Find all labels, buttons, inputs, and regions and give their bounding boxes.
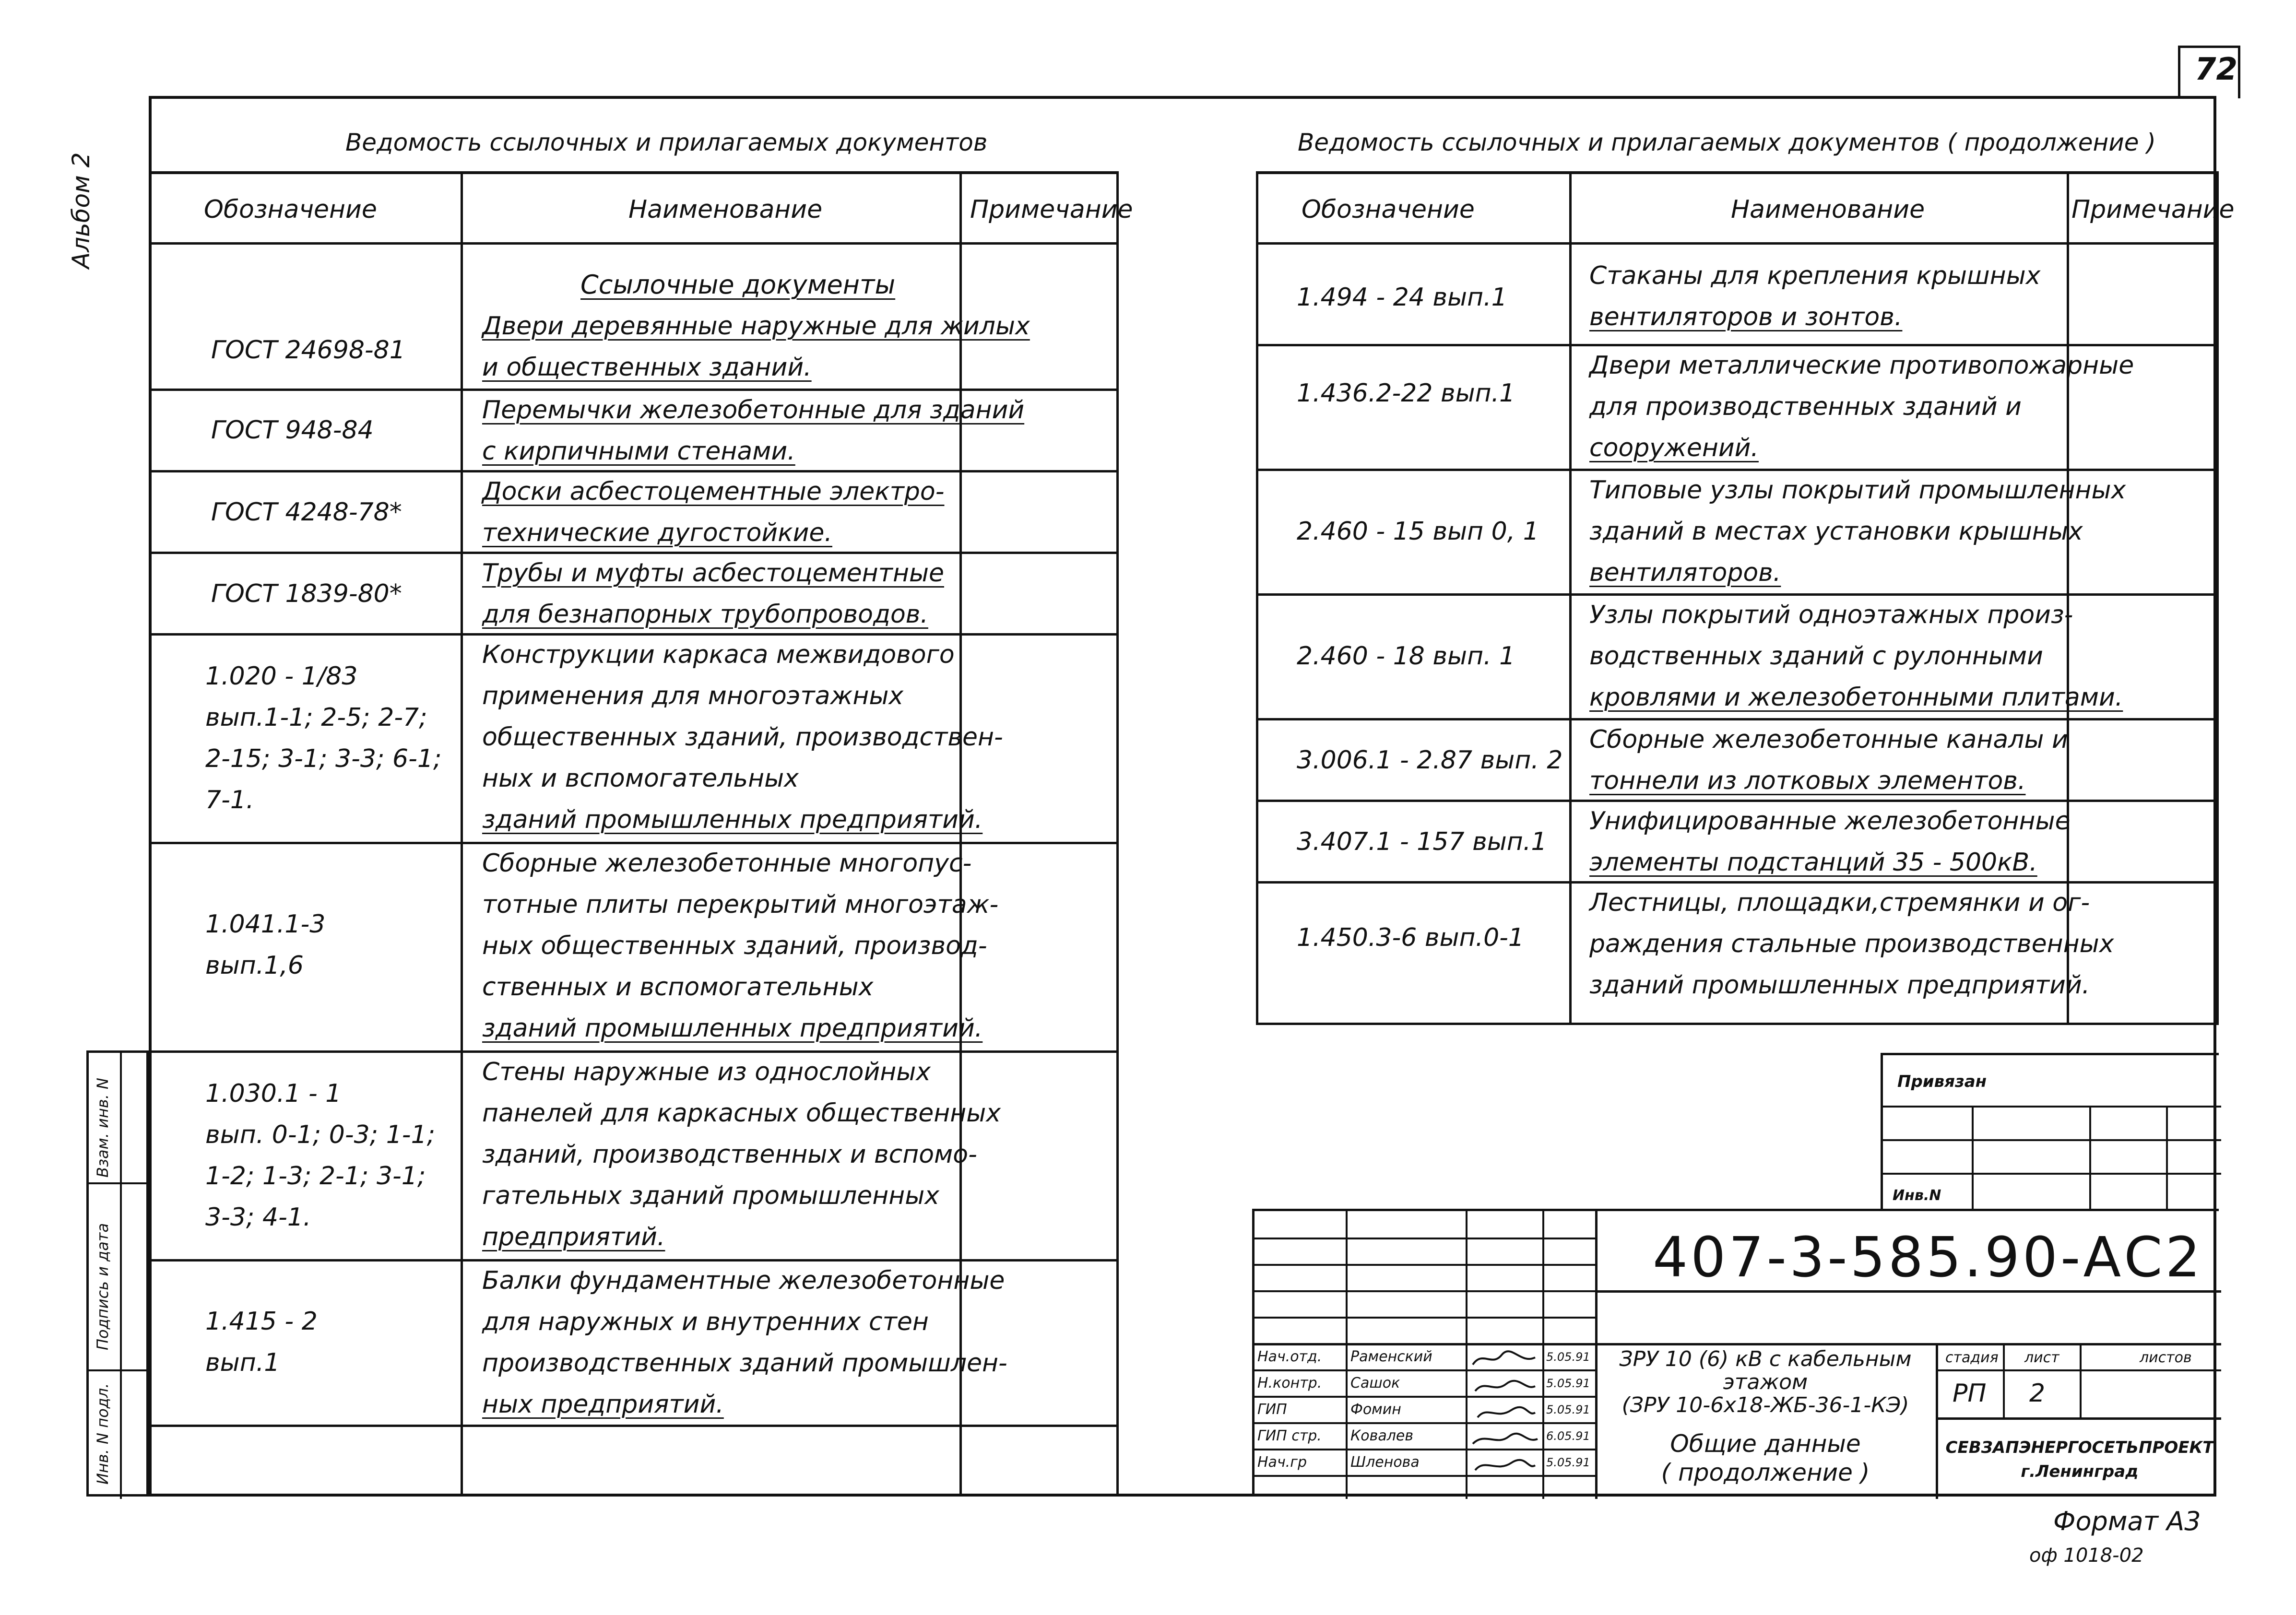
right-row-code: 1.450.3-6 вып.0-1 — [1297, 923, 1525, 952]
sign-date: 6.05.91 — [1546, 1429, 1590, 1443]
sheet-header: лист — [2024, 1349, 2059, 1366]
attach-block — [1881, 1053, 2219, 1209]
right-row-code: 1.494 - 24 вып.1 — [1297, 283, 1507, 312]
right-table — [1256, 171, 2235, 1025]
role-label: ГИП — [1257, 1401, 1287, 1418]
left-section-title: Ссылочные документы — [580, 270, 896, 300]
left-row-code: ГОСТ 948-84 — [211, 416, 374, 445]
right-row-code: 2.460 - 15 вып 0, 1 — [1297, 517, 1539, 546]
right-row-name: Стаканы для крепления крышных вентиляторов и зонтов. — [1589, 261, 2041, 331]
person-name: Ковалев — [1350, 1427, 1414, 1444]
right-header-code: Обозначение — [1302, 195, 1475, 224]
left-row-name: Трубы и муфты асбестоцементные для безнапорных трубопроводов. — [482, 559, 945, 629]
person-name: Фомин — [1350, 1401, 1401, 1418]
sign-date: 5.05.91 — [1546, 1377, 1590, 1390]
project-title: ЗРУ 10 (6) кВ с кабельным этажом (ЗРУ 10-6х18-ЖБ-36-1-КЭ) — [1619, 1347, 1912, 1417]
left-row-name: Доски асбестоцементные электро- технические дугостойкие. — [482, 477, 945, 547]
role-label: ГИП стр. — [1257, 1427, 1322, 1444]
right-row-code: 3.407.1 - 157 вып.1 — [1297, 827, 1547, 856]
sign-date: 5.05.91 — [1546, 1350, 1590, 1364]
left-row-name: Балки фундаментные железобетонные для наружных и внутренних стен производственных зданий промышлен- ных предприятий. — [482, 1266, 1007, 1419]
side-stamp-replace: Взам. инв. N — [94, 1078, 112, 1178]
footer-code: оф 1018-02 — [2029, 1544, 2144, 1567]
left-row-code: 1.415 - 2 вып.1 — [205, 1307, 318, 1377]
stage-value: РП — [1953, 1379, 1987, 1408]
left-table-title: Ведомость ссылочных и прилагаемых документов — [345, 129, 988, 156]
sign-date: 5.05.91 — [1546, 1403, 1590, 1416]
stage-header: стадия — [1945, 1349, 1999, 1366]
signatures — [1468, 1345, 1542, 1477]
person-name: Шленова — [1350, 1454, 1420, 1471]
left-row-name: Стены наружные из однослойных панелей для каркасных общественных зданий, производственных и вспомо- гательных зданий промышленных предприятий. — [482, 1058, 1001, 1251]
left-row-code: 1.020 - 1/83 вып.1-1; 2-5; 2-7; 2-15; 3-1; 3-3; 6-1; 7-1. — [205, 662, 442, 814]
side-stamp-sign: Подпись и дата — [94, 1223, 112, 1350]
left-header-note: Примечание — [970, 195, 1133, 224]
left-row-code: ГОСТ 1839-80* — [211, 579, 402, 608]
organization: СЕВЗАПЭНЕРГОСЕТЬПРОЕКТ г.Ленинград — [1945, 1438, 2214, 1481]
left-row-name: Конструкции каркаса межвидового применения для многоэтажных общественных зданий, производствен- ных и вспомогательных зданий промышленных предприятий. — [482, 640, 1003, 834]
album-label: Альбом 2 — [67, 152, 95, 269]
right-row-name: Узлы покрытий одноэтажных произ- водственных зданий с рулонными кровлями и железобетонными плитами. — [1589, 601, 2123, 712]
sheet-value: 2 — [2029, 1379, 2046, 1408]
right-row-name: Типовые узлы покрытий промышленных зданий в местах установки крышных вентиляторов. — [1589, 476, 2126, 587]
person-name: Сашок — [1350, 1375, 1400, 1391]
role-label: Нач.отд. — [1257, 1348, 1322, 1365]
attach-inv-label: Инв.N — [1893, 1187, 1941, 1204]
right-row-name: Лестницы, площадки,стремянки и ог- раждения стальные производственных зданий промышленных предприятий. — [1589, 888, 2114, 1000]
left-row-name: Двери деревянные наружные для жилых и общественных зданий. — [482, 312, 1030, 382]
side-stamp-inv: Инв. N подл. — [94, 1383, 112, 1485]
sheet-number: 72 — [2195, 52, 2238, 87]
sheet-title: Общие данные ( продолжение ) — [1661, 1430, 1870, 1486]
left-table — [149, 171, 1133, 1497]
right-header-note: Примечание — [2071, 195, 2235, 224]
format-label: Формат А3 — [2053, 1506, 2201, 1536]
right-row-code: 2.460 - 18 вып. 1 — [1297, 642, 1515, 671]
right-table-title: Ведомость ссылочных и прилагаемых документов ( продолжение ) — [1298, 129, 2156, 156]
left-row-name: Перемычки железобетонные для зданий с кирпичными стенами. — [482, 396, 1025, 466]
title-block — [1252, 1209, 2219, 1497]
right-row-code: 1.436.2-22 вып.1 — [1297, 379, 1515, 408]
left-row-name: Сборные железобетонные многопус- тотные плиты перекрытий многоэтаж- ных общественных зданий, производ- ственных и вспомогательных зданий промышленных предприятий. — [482, 849, 999, 1043]
left-row-code: ГОСТ 24698-81 — [211, 336, 405, 365]
right-row-name: Унифицированные железобетонные элементы подстанций 35 - 500кВ. — [1589, 807, 2071, 877]
right-header-name: Наименование — [1731, 195, 1925, 224]
side-stamp — [86, 1050, 149, 1497]
right-row-name: Сборные железобетонные каналы и тоннели из лотковых элементов. — [1589, 725, 2068, 795]
right-row-name: Двери металлические противопожарные для производственных зданий и сооружений. — [1589, 351, 2134, 462]
sign-date: 5.05.91 — [1546, 1456, 1590, 1469]
role-label: Нач.гр — [1257, 1454, 1307, 1471]
person-name: Раменский — [1350, 1348, 1432, 1365]
left-row-code: ГОСТ 4248-78* — [211, 498, 402, 527]
left-header-code: Обозначение — [204, 195, 377, 224]
left-header-name: Наименование — [628, 195, 823, 224]
sheets-header: листов — [2140, 1349, 2192, 1366]
role-label: Н.контр. — [1257, 1375, 1322, 1391]
document-code: 407-3-585.90-АС2 — [1653, 1226, 2203, 1290]
left-row-code: 1.030.1 - 1 вып. 0-1; 0-3; 1-1; 1-2; 1-3; 2-1; 3-1; 3-3; 4-1. — [205, 1079, 436, 1232]
attach-label: Привязан — [1897, 1072, 1987, 1091]
right-row-code: 3.006.1 - 2.87 вып. 2 — [1297, 746, 1563, 775]
left-row-code: 1.041.1-3 вып.1,6 — [205, 910, 326, 980]
